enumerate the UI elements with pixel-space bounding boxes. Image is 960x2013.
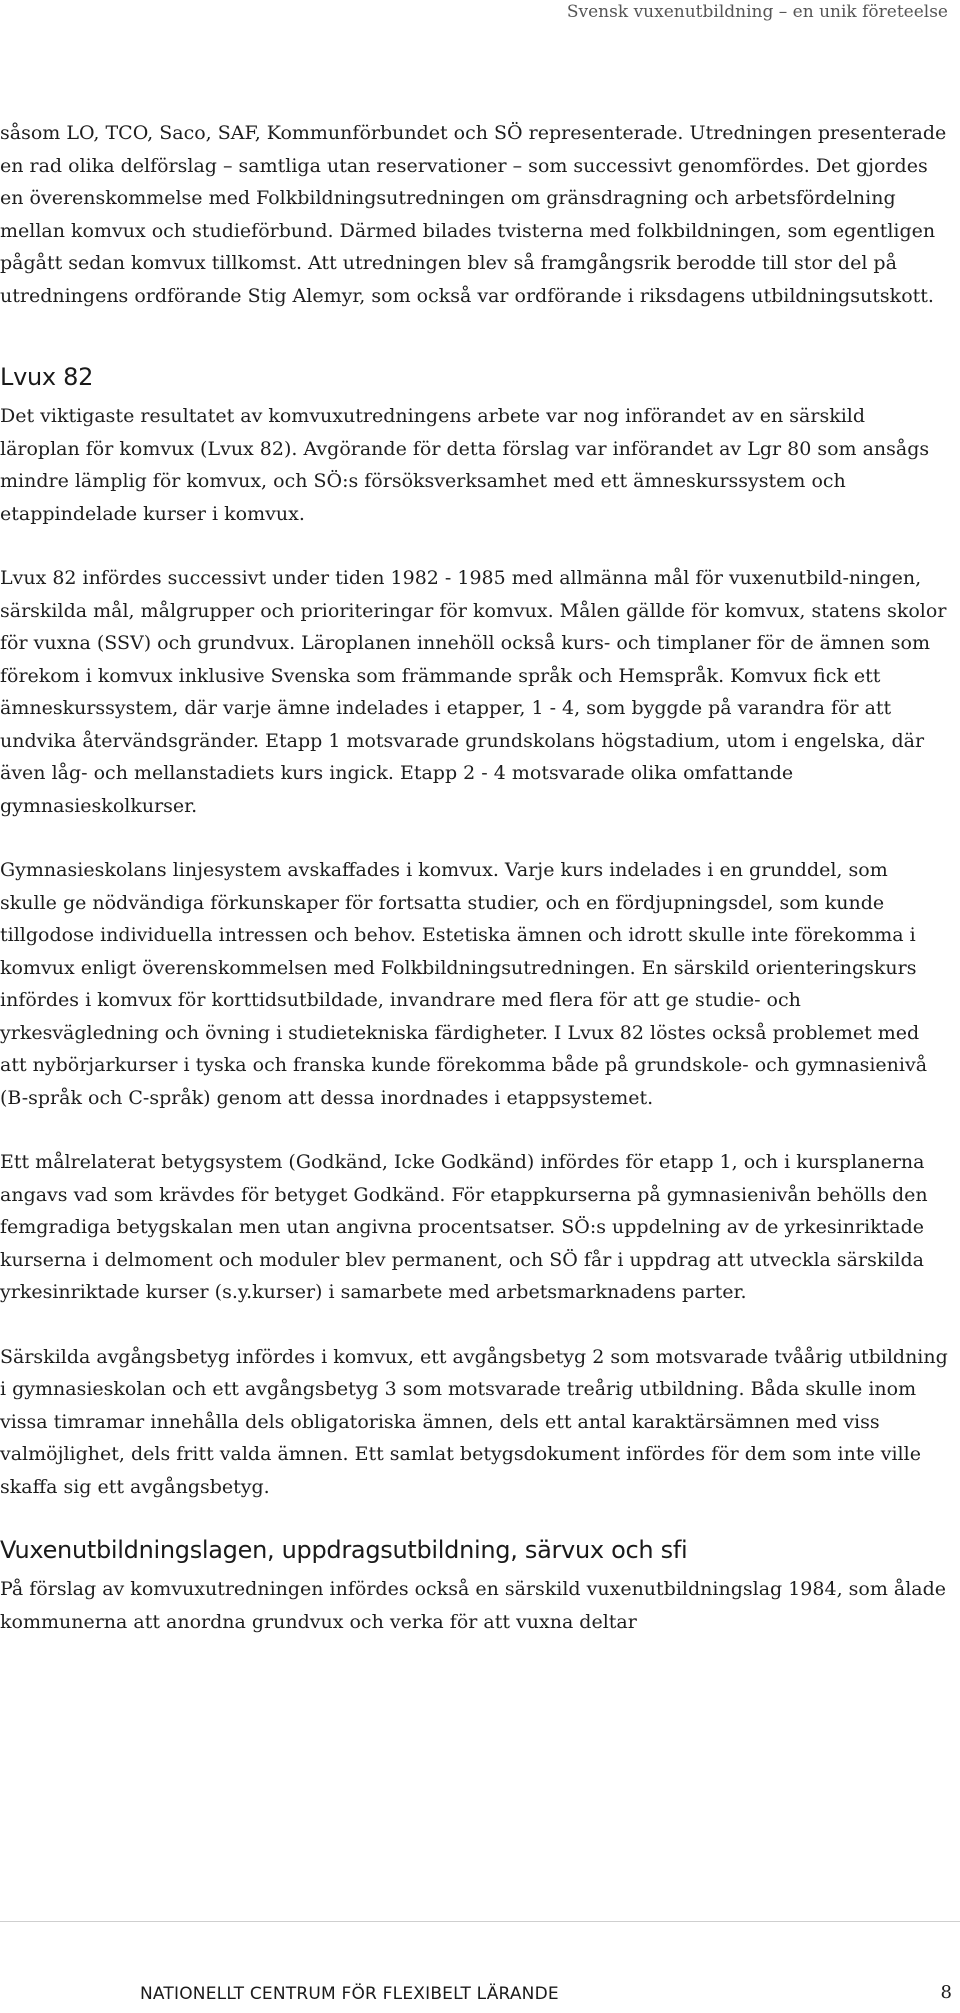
- paragraph-vuxen-1: På förslag av komvuxutredningen infördes också en särskild vuxenutbildningslag 1984, som ålade kommunerna att anordna grundvux och verka för att vuxna deltar: [0, 1578, 947, 1633]
- paragraph-lvux-1: Det viktigaste resultatet av komvuxutredningens arbete var nog införandet av en särskild läroplan för komvux (Lvux 82). Avgörande för detta förslag var införandet av Lgr 80 som ansågs mindre lämplig för komvux, och SÖ:s försöksverksamhet med ett ämneskurssystem och etappindelade kurser i komvux.: [0, 405, 930, 525]
- paragraph-lvux-2: Lvux 82 infördes successivt under tiden 1982 - 1985 med allmänna mål för vuxenutbild-ningen, särskilda mål, målgrupper och prioriteringar för komvux. Målen gällde för komvux, statens skolor för vuxna (SSV) och grundvux. Läroplanen innehöll också kurs- och timplaner för de ämnen som förekom i komvux inklusive Svenska som främmande språk och Hemspråk. Komvux fick ett ämneskurssystem, där varje ämne indelades i etapper, 1 - 4, som byggde på varandra för att undvika återvändsgränder. Etapp 1 motsvarade grundskolans högstadium, utom i engelska, där även låg- och mellanstadiets kurs ingick. Etapp 2 - 4 motsvarade olika omfattande gymnasieskolkurser.: [0, 567, 947, 817]
- section-heading-lvux: Lvux 82: [0, 363, 94, 391]
- paragraph-lvux-3: Gymnasieskolans linjesystem avskaffades i komvux. Varje kurs indelades i en grunddel, som skulle ge nödvändiga förkunskaper för fortsatta studier, och en fördjupningsdel, som kunde tillgodose individuella intressen och behov. Estetiska ämnen och idrott skulle inte förekomma i komvux enligt överenskommelsen med Folkbildningsutredningen. En särskild orienteringskurs infördes i komvux för korttidsutbildade, invandrare med flera för att ge studie- och yrkesvägledning och övning i studietekniska färdigheter. I Lvux 82 löstes också problemet med att nybörjarkurser i tyska och franska kunde förekomma både på grundskole- och gymnasienivå (B-språk och C-språk) genom att dessa inordnades i etappsystemet.: [0, 859, 928, 1109]
- paragraph-intro: såsom LO, TCO, Saco, SAF, Kommunförbundet och SÖ representerade. Utredningen presenterade en rad olika delförslag – samtliga utan reservationer – som successivt genomfördes. Det gjordes en överenskommelse med Folkbildningsutredningen om gränsdragning och arbetsfördelning mellan komvux och studieförbund. Därmed bilades tvisterna med folkbildningen, som egentligen pågått sedan komvux tillkomst. Att utredningen blev så framgångsrik berodde till stor del på utredningens ordförande Stig Alemyr, som också var ordförande i riksdagens utbildningsutskott.: [0, 122, 947, 307]
- body-text: [0, 117, 950, 1638]
- page-number: 8: [940, 1982, 952, 2003]
- footer-organization: NATIONELLT CENTRUM FÖR FLEXIBELT LÄRANDE: [140, 1984, 559, 2004]
- paragraph-lvux-4: Ett målrelaterat betygsystem (Godkänd, Icke Godkänd) infördes för etapp 1, och i kursplanerna angavs vad som krävdes för betyget Godkänd. För etappkurserna på gymnasienivån behölls den femgradiga betygskalan men utan angivna procentsatser. SÖ:s uppdelning av de yrkesinriktade kurserna i delmoment och moduler blev permanent, och SÖ får i uppdrag att utveckla särskilda yrkesinriktade kurser (s.y.kurser) i samarbete med arbetsmarknadens parter.: [0, 1151, 928, 1303]
- paragraph-lvux-5: Särskilda avgångsbetyg infördes i komvux, ett avgångsbetyg 2 som motsvarade tvåårig utbildning i gymnasieskolan och ett avgångsbetyg 3 som motsvarade treårig utbildning. Båda skulle inom vissa timramar innehålla dels obligatoriska ämnen, dels ett antal karaktärsämnen med viss valmöjlighet, dels fritt valda ämnen. Ett samlat betygsdokument infördes för dem som inte ville skaffa sig ett avgångsbetyg.: [0, 1345, 948, 1498]
- running-header: Svensk vuxenutbildning – en unik företeelse: [566, 2, 948, 22]
- section-heading-vuxenutbildningslagen: Vuxenutbildningslagen, uppdragsutbildning, särvux och sfi: [0, 1536, 688, 1564]
- footer-divider: [0, 1921, 960, 1922]
